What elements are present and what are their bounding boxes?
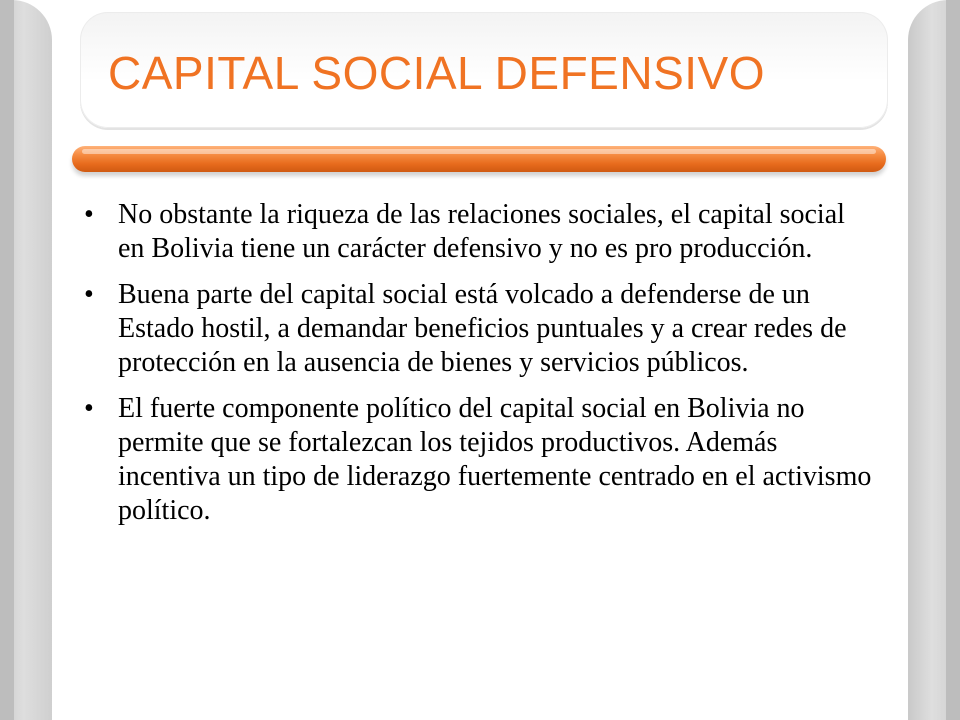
bullet-marker: •: [84, 393, 94, 424]
right-decor-band: [908, 0, 960, 720]
bullet-text: No obstante la riqueza de las relaciones sociales, el capital social en Bolivia tiene un carácter defensivo y no es pro producción.: [118, 199, 845, 264]
slide-title: CAPITAL SOCIAL DEFENSIVO: [108, 47, 766, 99]
bullet-marker: •: [84, 279, 94, 310]
bullet-item: [84, 392, 874, 528]
left-decor-band: [0, 0, 52, 720]
bullet-text: Buena parte del capital social está volcado a defenderse de un Estado hostil, a demandar beneficios puntuales y a crear redes de protección en la ausencia de bienes y servicios públicos.: [118, 279, 847, 378]
bullet-text: El fuerte componente político del capital social en Bolivia no permite que se fortalezcan los tejidos productivos. Además incentiva un tipo de liderazgo fuertemente centrado en el activismo político.: [118, 393, 872, 526]
bullet-list: [84, 198, 874, 540]
bullet-item: [84, 278, 874, 380]
slide: [56, 0, 904, 720]
bullet-item: [84, 198, 874, 266]
bullet-marker: •: [84, 199, 94, 230]
orange-divider-bar: [72, 146, 886, 172]
